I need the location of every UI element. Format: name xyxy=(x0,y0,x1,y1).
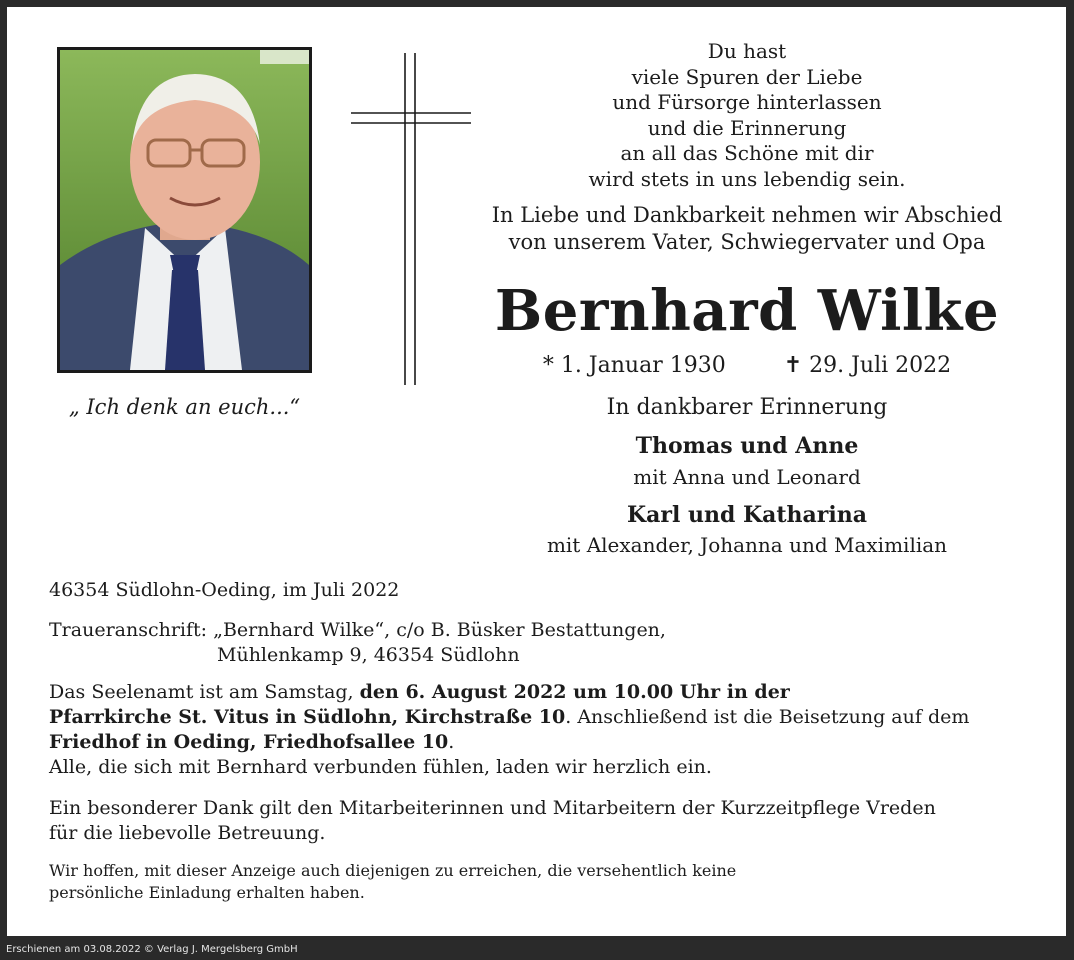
note-line: persönliche Einladung erhalten haben. xyxy=(49,883,365,902)
service-info xyxy=(49,680,1039,780)
thanks-text xyxy=(49,796,1039,846)
address-line-2: Mühlenkamp 9, 46354 Südlohn xyxy=(217,644,520,666)
poem-line: an all das Schöne mit dir xyxy=(620,141,874,165)
note-line: Wir hoffen, mit dieser Anzeige auch diejenigen zu erreichen, die versehentlich keine xyxy=(49,861,737,880)
farewell-text xyxy=(477,202,1017,256)
life-dates xyxy=(477,353,1017,378)
poem-line: wird stets in uns lebendig sein. xyxy=(588,166,906,191)
publication-footer: Erschienen am 03.08.2022 © Verlag J. Mergelsberg GmbH xyxy=(6,944,298,955)
service-text: Das Seelenamt ist am Samstag, xyxy=(49,681,360,703)
closing-note xyxy=(49,860,949,904)
deceased-name: Bernhard Wilke xyxy=(494,278,1000,344)
service-text: . xyxy=(448,731,455,753)
poem-line: und die Erinnerung xyxy=(647,115,847,140)
farewell-line: In Liebe und Dankbarkeit nehmen wir Abschied xyxy=(491,203,1003,227)
poem-line: viele Spuren der Liebe xyxy=(631,64,863,89)
mourning-address xyxy=(49,618,666,668)
birth-date: * 1. Januar 1930 xyxy=(542,353,726,378)
portrait-image xyxy=(60,50,309,370)
poem-line: und Fürsorge hinterlassen xyxy=(612,90,882,114)
burial-cemetery: Friedhof in Oeding, Friedhofsallee 10 xyxy=(49,731,449,753)
poem xyxy=(477,39,1017,192)
service-church: Pfarrkirche St. Vitus in Südlohn, Kirchstraße 10 xyxy=(49,706,566,728)
thanks-line: Ein besonderer Dank gilt den Mitarbeiterinnen und Mitarbeitern der Kurzzeitpflege Vreden xyxy=(49,797,936,819)
portrait-caption: „ Ich denk an euch...“ xyxy=(68,395,301,419)
thanks-line: für die liebevolle Betreuung. xyxy=(49,822,326,844)
portrait-photo xyxy=(57,47,312,373)
address-line-1: Traueranschrift: „Bernhard Wilke“, c/o B. Büsker Bestattungen, xyxy=(49,619,666,641)
death-date: ✝ 29. Juli 2022 xyxy=(783,353,952,378)
mourner-family-1: Thomas und Anne xyxy=(635,433,859,459)
poem-line: Du hast xyxy=(707,39,787,63)
mourner-family-2: Karl und Katharina xyxy=(626,502,867,528)
mourner-family-1-children: mit Anna und Leonard xyxy=(633,465,861,489)
service-date-time: den 6. August 2022 um 10.00 Uhr in der xyxy=(359,681,790,703)
farewell-line: von unserem Vater, Schwiegervater und Opa xyxy=(508,230,986,254)
cross-icon xyxy=(347,49,475,389)
remembrance-intro: In dankbarer Erinnerung xyxy=(606,395,888,420)
service-text: . Anschließend ist die Beisetzung auf dem xyxy=(565,706,970,728)
mourner-family-2-children: mit Alexander, Johanna und Maximilian xyxy=(546,533,948,557)
invitation-text: Alle, die sich mit Bernhard verbunden fühlen, laden wir herzlich ein. xyxy=(49,756,712,778)
place-date: 46354 Südlohn-Oeding, im Juli 2022 xyxy=(49,579,400,601)
obituary-notice xyxy=(7,7,1066,936)
